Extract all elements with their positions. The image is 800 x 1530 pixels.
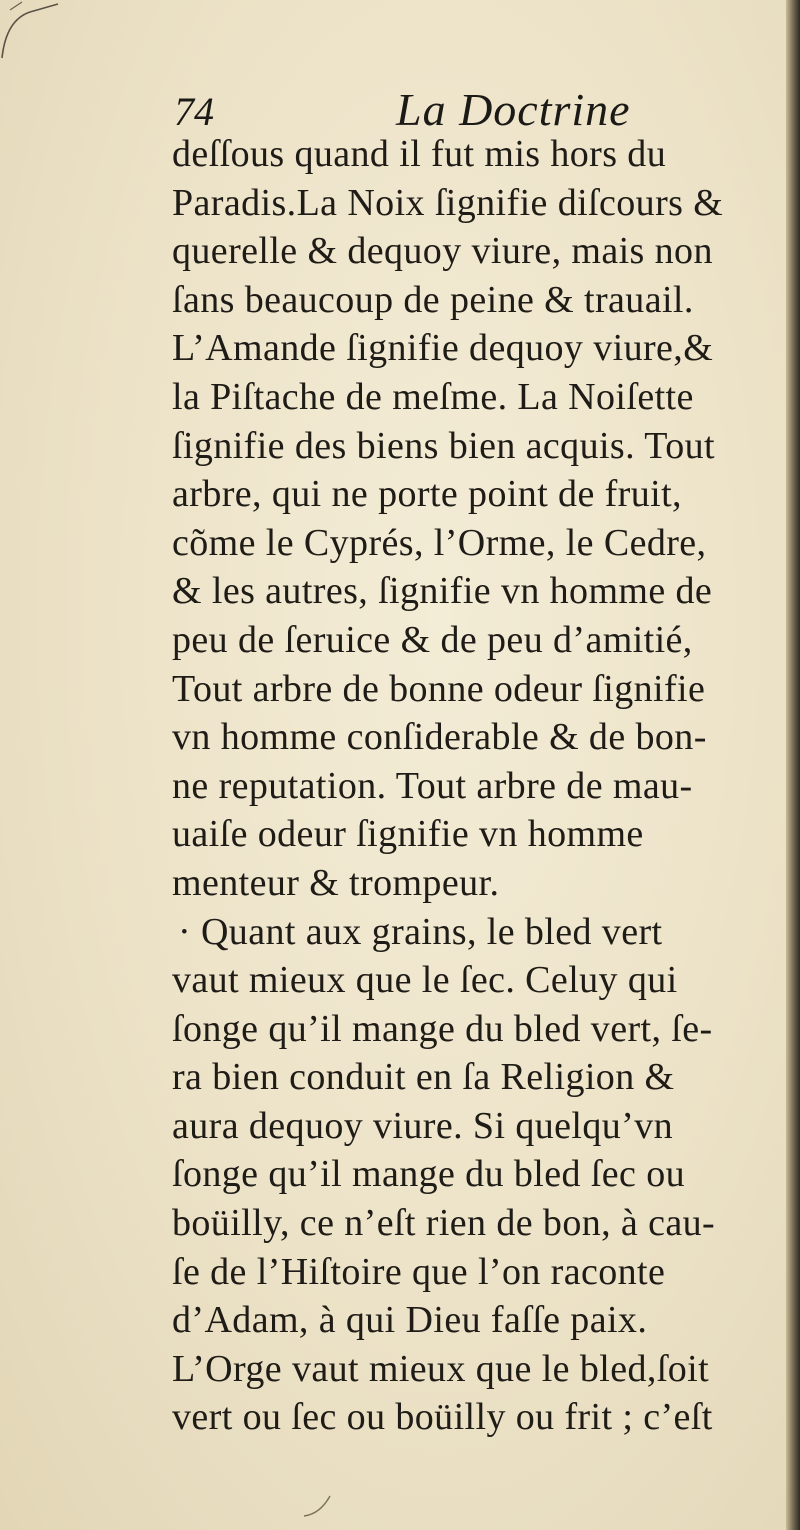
book-gutter-shadow: [786, 0, 800, 1530]
text-line: querelle & dequoy viure, mais non: [172, 230, 713, 273]
text-line: deſſous quand il fut mis hors du: [172, 133, 667, 175]
text-line: L’Orge vaut mieux que le bled,ſoit: [172, 1347, 710, 1390]
text-line: vn homme conſiderable & de bon-: [172, 716, 707, 759]
text-line: Tout arbre de bonne odeur ſignifie: [172, 667, 706, 710]
text-line: ne reputation. Tout arbre de mau-: [172, 764, 693, 807]
text-line: la Piſtache de meſme. La Noiſette: [172, 375, 694, 418]
text-line: d’Adam, à qui Dieu faſſe paix.: [172, 1299, 648, 1342]
body-text: [172, 130, 792, 1442]
pencil-stroke-mark: [300, 1490, 340, 1520]
text-line: & les autres, ſignifie vn homme de: [172, 570, 713, 613]
text-line: menteur & trompeur.: [172, 861, 500, 904]
text-line: peu de ſeruice & de peu d’amitié,: [172, 618, 693, 661]
text-line: L’Amande ſignifie dequoy viure,&: [172, 327, 714, 370]
text-line: ſe de l’Hiſtoire que l’on raconte: [172, 1250, 666, 1293]
text-line: ſonge qu’il mange du bled ſec ou: [172, 1153, 685, 1196]
text-line: vert ou ſec ou boüilly ou frit ; c’eſt: [172, 1396, 713, 1439]
text-line: vaut mieux que le ſec. Celuy qui: [172, 959, 678, 1002]
text-line: uaiſe odeur ſignifie vn homme: [172, 813, 644, 856]
running-head: La Doctrine: [396, 84, 631, 135]
text-line: ſignifie des biens bien acquis. Tout: [172, 424, 715, 467]
text-line: Paradis.La Noix ſignifie diſcours &: [172, 181, 724, 224]
text-line: ſonge qu’il mange du bled vert, ſe-: [172, 1007, 713, 1050]
text-line: boüilly, ce n’eſt rien de bon, à cau-: [172, 1202, 716, 1245]
text-line: ſans beaucoup de peine & trauail.: [172, 278, 694, 321]
text-line: ra bien conduit en ſa Religion &: [172, 1056, 675, 1099]
text-line: cõme le Cyprés, l’Orme, le Cedre,: [172, 521, 707, 564]
text-line: aura dequoy viure. Si quelqu’vn: [172, 1104, 674, 1147]
corner-pencil-mark: [0, 0, 60, 60]
text-line: · Quant aux grains, le bled vert: [178, 910, 663, 953]
text-line: arbre, qui ne porte point de fruit,: [172, 473, 682, 516]
page-number: 74: [174, 89, 214, 134]
